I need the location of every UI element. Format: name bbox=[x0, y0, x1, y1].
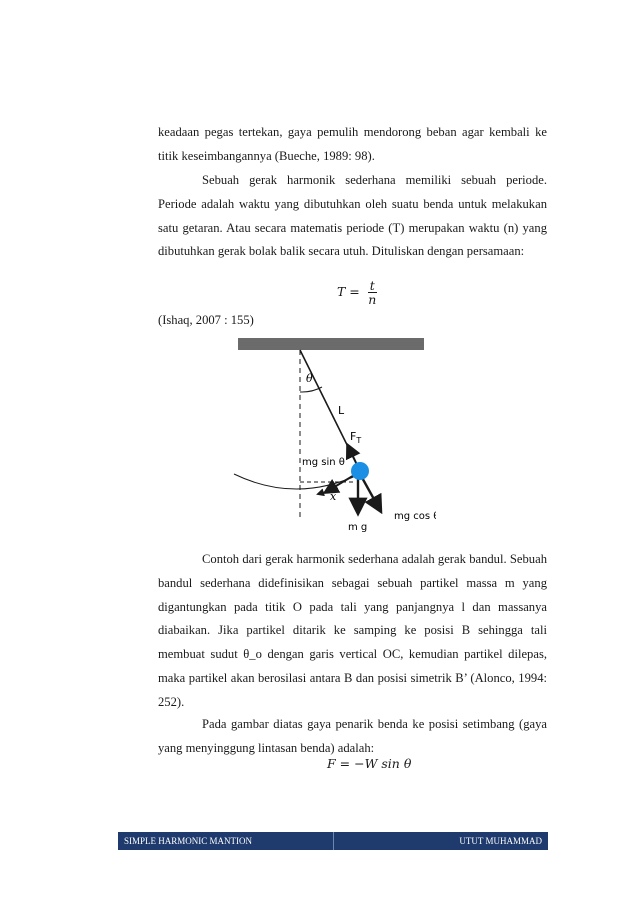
paragraph-4: Pada gambar diatas gaya penarik benda ke posisi setimbang (gaya yang menyinggung lintasan benda) adalah: bbox=[158, 717, 547, 755]
label-mg-cos: mg cos θ bbox=[394, 511, 436, 522]
paragraph-3: Contoh dari gerak harmonik sederhana adalah gerak bandul. Sebuah bandul sederhana didefinisikan sebagai sebuah partikel massa m yang digantungkan pada titik O pada tali yang panjangnya l dan massanya diabaikan. Jika partikel ditarik ke samping ke posisi B sehingga tali membuat sudut θ_o dengan garis vertical OC, kemudian partikel dilepas, maka partikel akan berosilasi antara B dan posisi simetrik B’ (Alonco, 1994: 252). bbox=[158, 552, 547, 709]
footer-left-title: SIMPLE HARMONIC MANTION bbox=[124, 836, 253, 846]
fraction-numerator: t bbox=[369, 278, 375, 293]
pendulum-diagram bbox=[226, 334, 436, 534]
footer-author: UTUT MUHAMMAD bbox=[459, 836, 542, 846]
period-equation bbox=[337, 279, 377, 306]
fraction bbox=[368, 279, 377, 306]
label-x: x bbox=[330, 490, 337, 503]
label-mg-sin: mg sin θ bbox=[302, 457, 345, 468]
paragraph-2: Sebuah gerak harmonik sederhana memiliki sebuah periode. Periode adalah waktu yang dibutuhkan oleh suatu benda untuk melakukan satu getaran. Atau secara matematis periode (T) merupakan waktu (n) yang dibutuhkan gerak bolak balik secara utuh. Dituliskan dengan persamaan: bbox=[158, 173, 547, 259]
swing-path bbox=[234, 474, 360, 489]
fraction-denominator: n bbox=[368, 292, 377, 307]
pendulum-figure bbox=[226, 334, 436, 534]
pendulum-bob bbox=[351, 462, 369, 480]
equation-lhs: T = bbox=[337, 284, 360, 299]
label-theta: θ bbox=[306, 372, 313, 385]
footer-divider bbox=[333, 832, 334, 850]
label-FT: $F_T$ bbox=[350, 430, 362, 445]
force-equation: F = −W sin θ bbox=[327, 756, 412, 771]
label-mg: m g bbox=[348, 522, 368, 533]
ceiling-bar bbox=[238, 338, 424, 350]
citation: (Ishaq, 2007 : 155) bbox=[158, 313, 254, 327]
paragraph-1: keadaan pegas tertekan, gaya pemulih mendorong beban agar kembali ke titik keseimbangannya (Bueche, 1989: 98). bbox=[158, 125, 547, 163]
page-footer bbox=[118, 832, 548, 850]
label-L: L bbox=[338, 404, 345, 417]
